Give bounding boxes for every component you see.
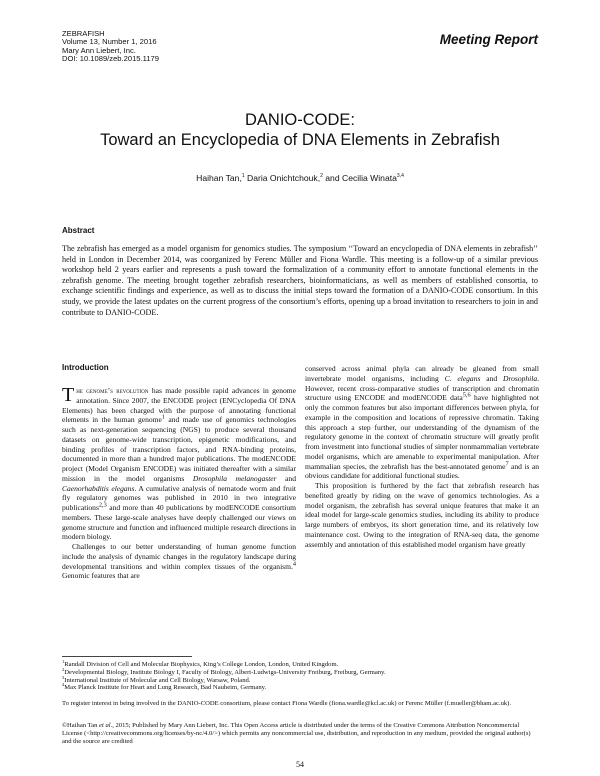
- affiliation-number: 3: [62, 674, 65, 680]
- affiliation-text: International Institute of Molecular and Cell Biology, Warsaw, Poland.: [64, 676, 251, 684]
- title-line-2: Toward an Encyclopedia of DNA Elements in Zebrafish: [100, 131, 500, 149]
- author-2-affil: 2: [320, 173, 323, 180]
- text-run: Challenges to our better understanding of human genome function include the analysis of dynamic changes in the regulatory landscape during developmental transitions and within complex tissues of the organism.: [62, 542, 296, 571]
- affiliation-number: 4: [62, 682, 65, 688]
- author-3-affil: 3,4: [396, 173, 404, 180]
- species-name: Drosophila: [503, 373, 538, 383]
- affiliation-text: Randall Division of Cell and Molecular Biophysics, King’s College London, London, United Kingdom.: [64, 661, 339, 668]
- paragraph: [305, 364, 539, 481]
- affiliation-number: 1: [62, 658, 65, 664]
- text-run: and: [480, 373, 503, 383]
- license-note: [62, 722, 538, 745]
- body-column-right: [305, 364, 539, 549]
- citation: 4: [292, 559, 296, 567]
- affiliation: [62, 658, 538, 669]
- species-name: Caenorhabditis elegans: [62, 483, 135, 493]
- author-list: [0, 173, 600, 183]
- species-name: Drosophila melanogaster: [192, 473, 277, 483]
- text-run: have highlighted not only the common features but also important differences between phyla, for example in the composition and locations of repressive chromatin. Taking this approach a step further, our understanding of the dynamism of the regulatory genome in the context of chromatin structure will greatly profit from investment into functional studies of simpler nonmammalian vertebrate model organisms, which are amenable to experimental manipulation. After mammalian species, the zebrafish has the best-annotated genome: [305, 393, 539, 471]
- citation: 2,3: [98, 501, 107, 509]
- author-1-affil: 1: [241, 173, 245, 180]
- paragraph: This proposition is furthered by the fact that zebrafish research has benefited greatly by riding on the wave of genomics technologies. As a model organism, the zebrafish has several unique features that make it an ideal model for large-scale genomics studies, including its ability to produce large numbers of embryos, its short generation time, and its relatively low maintenance cost. Owing to the integration of RNA-seq data, the genome assembly and annotation of this established model organism have greatly: [305, 481, 539, 549]
- text-run: , 2015; Published by Mary Ann Liebert, Inc. This Open Access article is distributed under the terms of the Creative Commons Attribution Noncommercial License (<http://creativecommons.org/licenses/by-nc/4.0/>) which permits any noncommercial use, distribution, and reproduction in any medium, provided the original author(s) and the source are credited: [62, 722, 531, 745]
- citation: 1: [161, 413, 166, 421]
- affiliation-text: Max Planck Institute for Heart and Lung Research, Bad Nauheim, Germany.: [64, 684, 267, 692]
- journal-publisher: Mary Ann Liebert, Inc.: [62, 45, 136, 55]
- journal-name: ZEBRAFISH: [62, 29, 105, 38]
- footnote-divider: [62, 656, 192, 657]
- text-run: and: [276, 473, 296, 483]
- journal-volume: Volume 13, Number 1, 2016: [62, 37, 157, 47]
- text-run: . A cumulative analysis of nematode worm and fruit fly regulatory genomes was published in 2010 in two integrative publications: [62, 483, 297, 512]
- author-2: Daria Onichtchouk,: [244, 173, 321, 183]
- text-run: et al.: [99, 722, 113, 729]
- article-title: [0, 110, 600, 150]
- citation: 7: [505, 459, 509, 467]
- species-name: C. elegans: [444, 373, 481, 383]
- drop-cap: T: [62, 384, 75, 406]
- contact-note: To register interest in being involved in the DANIO-CODE consortium, please contact Fiona Wardle (fiona.wardle@kcl.ac.uk) or Ferenc Müller (f.mueller@bham.ac.uk).: [62, 700, 512, 707]
- affiliation: [62, 684, 538, 692]
- article-type: Meeting Report: [439, 32, 538, 47]
- text-run: and more than 40 publications by modENCODE consortium members. These large-scale analyses have deeply challenged our views on genome structure and function and influenced multiple research directions in modern biology.: [62, 503, 296, 542]
- paragraph: [62, 386, 296, 542]
- paragraph: [62, 542, 296, 581]
- text-run: ©Haihan Tan: [62, 722, 100, 729]
- affiliation-number: 2: [62, 666, 65, 672]
- author-1: Haihan Tan,: [196, 173, 242, 183]
- text-run: conserved across animal phyla can already be gleaned from small invertebrate model organisms, including: [305, 364, 539, 383]
- abstract-heading: Abstract: [62, 226, 95, 235]
- text-run: and made use of genomics technologies such as next-generation sequencing (NGS) to produce several thousand datasets on genome-wide transcription, epigenetic modifications, and binding profiles of transcription factors, and RNA-binding proteins, documented in more than a hundred major publications. The modENCODE project (Model Organism ENCODE) was initiated thereafter with a similar mission in the model organisms: [62, 415, 296, 483]
- journal-header: [62, 30, 159, 64]
- affiliation-text: Developmental Biology, Institute Biology I, Faculty of Biology, Albert-Ludwigs-University Freiburg, Freiburg, Germany.: [64, 668, 386, 676]
- title-line-1: DANIO-CODE:: [244, 111, 355, 129]
- body-column-left: [62, 386, 296, 581]
- text-run: has made possible rapid advances in genome annotation. Since 2007, the ENCODE project (ENCyclopedia Of DNA Elements) has been charged with the purpose of annotating functional elements in the human genome: [62, 386, 296, 425]
- affiliations: [62, 658, 538, 692]
- journal-doi: DOI: 10.1089/zeb.2015.1179: [62, 54, 159, 64]
- introduction-heading: Introduction: [62, 363, 109, 372]
- text-run: . However, recent cross-comparative studies of transcription and chromatin structure using ENCODE and modENCODE data: [305, 373, 539, 403]
- page-number: 54: [296, 760, 304, 769]
- lead-in-smallcaps: he genome’s revolution: [76, 386, 149, 395]
- abstract-text: The zebrafish has emerged as a model organism for genomics studies. The symposium ‘‘Toward an encyclopedia of DNA elements in zebrafish’’ held in London in December 2014, was coorganized by Ferenc Müller and Fiona Wardle. This meeting is a follow-up of a similar previous workshop held 2 years earlier and represents a push toward the formalization of a community effort to annotate functional elements in the zebrafish genome. The meeting brought together zebrafish researchers, bioinformaticians, as well as members of established consortia, to exchange scientific findings and experience, as well as to discuss the initial steps toward the formation of a DANIO-CODE consortium. In this study, we provide the latest updates on the current progress of the consortium’s efforts, opening up a broad invitation to researchers to join in and contribute to DANIO-CODE.: [62, 244, 538, 317]
- text-run: Genomic features that are: [62, 571, 140, 581]
- author-3: and Cecilia Winata: [322, 173, 397, 183]
- citation: 5,6: [462, 391, 471, 399]
- text-run: and is an obvious candidate for additional functional studies.: [305, 461, 539, 481]
